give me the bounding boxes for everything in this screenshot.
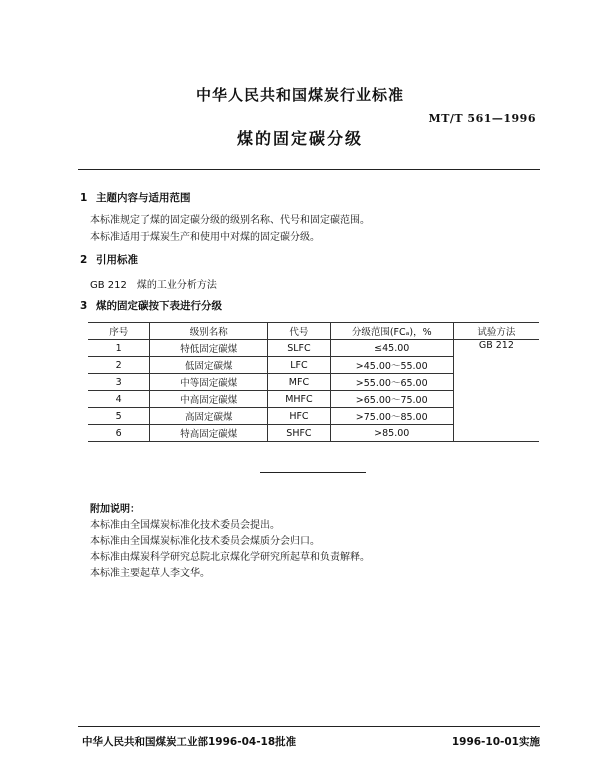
section-number: 3 (80, 300, 88, 312)
note-line: 本标准主要起草人李文华。 (90, 568, 210, 579)
cell-name: 高固定碳煤 (150, 408, 268, 425)
cell-code: SLFC (268, 340, 331, 357)
note-line: 本标准由全国煤炭标准化技术委员会提出。 (90, 520, 280, 531)
section-1-paragraph-1: 本标准规定了煤的固定碳分级的级别名称、代号和固定碳范围。 (90, 215, 370, 226)
section-1-paragraph-2: 本标准适用于煤炭生产和使用中对煤的固定碳分级。 (90, 232, 320, 243)
additional-notes (90, 502, 370, 582)
header-test-method: 试验方法 (453, 323, 539, 340)
table-header-row (88, 323, 539, 340)
end-of-text-rule (260, 472, 366, 473)
cell-range: >45.00～55.00 (330, 357, 453, 374)
cell-code: HFC (268, 408, 331, 425)
cell-range: >55.00～65.00 (330, 374, 453, 391)
section-1-heading (80, 190, 191, 205)
note-line: 本标准由全国煤炭标准化技术委员会煤质分会归口。 (90, 536, 320, 547)
section-title: 引用标准 (96, 254, 138, 266)
header-grade-name: 级别名称 (150, 323, 268, 340)
issuing-organization: 中华人民共和国煤炭行业标准 (195, 86, 404, 104)
approval-statement: 中华人民共和国煤炭工业部1996-04-18批准 (82, 736, 297, 748)
section-2-heading (80, 252, 138, 267)
table-row (88, 340, 539, 357)
cell-name: 低固定碳煤 (150, 357, 268, 374)
cell-name: 特低固定碳煤 (150, 340, 268, 357)
cell-test-method: GB 212 (453, 340, 539, 442)
section-title: 主题内容与适用范围 (96, 192, 191, 204)
cell-no: 2 (88, 357, 150, 374)
notes-heading: 附加说明： (90, 504, 140, 515)
cell-range: >65.00～75.00 (330, 391, 453, 408)
cell-range: >75.00～85.00 (330, 408, 453, 425)
cell-no: 5 (88, 408, 150, 425)
cell-code: LFC (268, 357, 331, 374)
cell-range: >85.00 (330, 425, 453, 442)
header-rule (78, 169, 540, 170)
cell-no: 1 (88, 340, 150, 357)
section-number: 2 (80, 254, 88, 266)
header-code: 代号 (268, 323, 331, 340)
section-3-heading (80, 298, 222, 313)
cell-name: 中高固定碳煤 (150, 391, 268, 408)
section-number: 1 (80, 192, 88, 204)
cell-no: 3 (88, 374, 150, 391)
header-serial-no: 序号 (88, 323, 150, 340)
standard-code: MT/T 561—1996 (428, 112, 536, 125)
cell-code: MHFC (268, 391, 331, 408)
note-line: 本标准由煤炭科学研究总院北京煤化学研究所起草和负责解释。 (90, 552, 370, 563)
cell-no: 4 (88, 391, 150, 408)
document-title: 煤的固定碳分级 (236, 129, 363, 148)
section-2-reference: GB 212 煤的工业分析方法 (90, 280, 217, 291)
cell-code: MFC (268, 374, 331, 391)
footer-rule (78, 726, 540, 727)
cell-code: SHFC (268, 425, 331, 442)
cell-name: 特高固定碳煤 (150, 425, 268, 442)
header-range: 分级范围(FCₐ)，% (330, 323, 453, 340)
section-title: 煤的固定碳按下表进行分级 (96, 300, 222, 312)
cell-range: ≤45.00 (330, 340, 453, 357)
cell-no: 6 (88, 425, 150, 442)
effective-date: 1996-10-01实施 (451, 736, 540, 748)
cell-name: 中等固定碳煤 (150, 374, 268, 391)
fixed-carbon-classification-table (88, 322, 539, 442)
